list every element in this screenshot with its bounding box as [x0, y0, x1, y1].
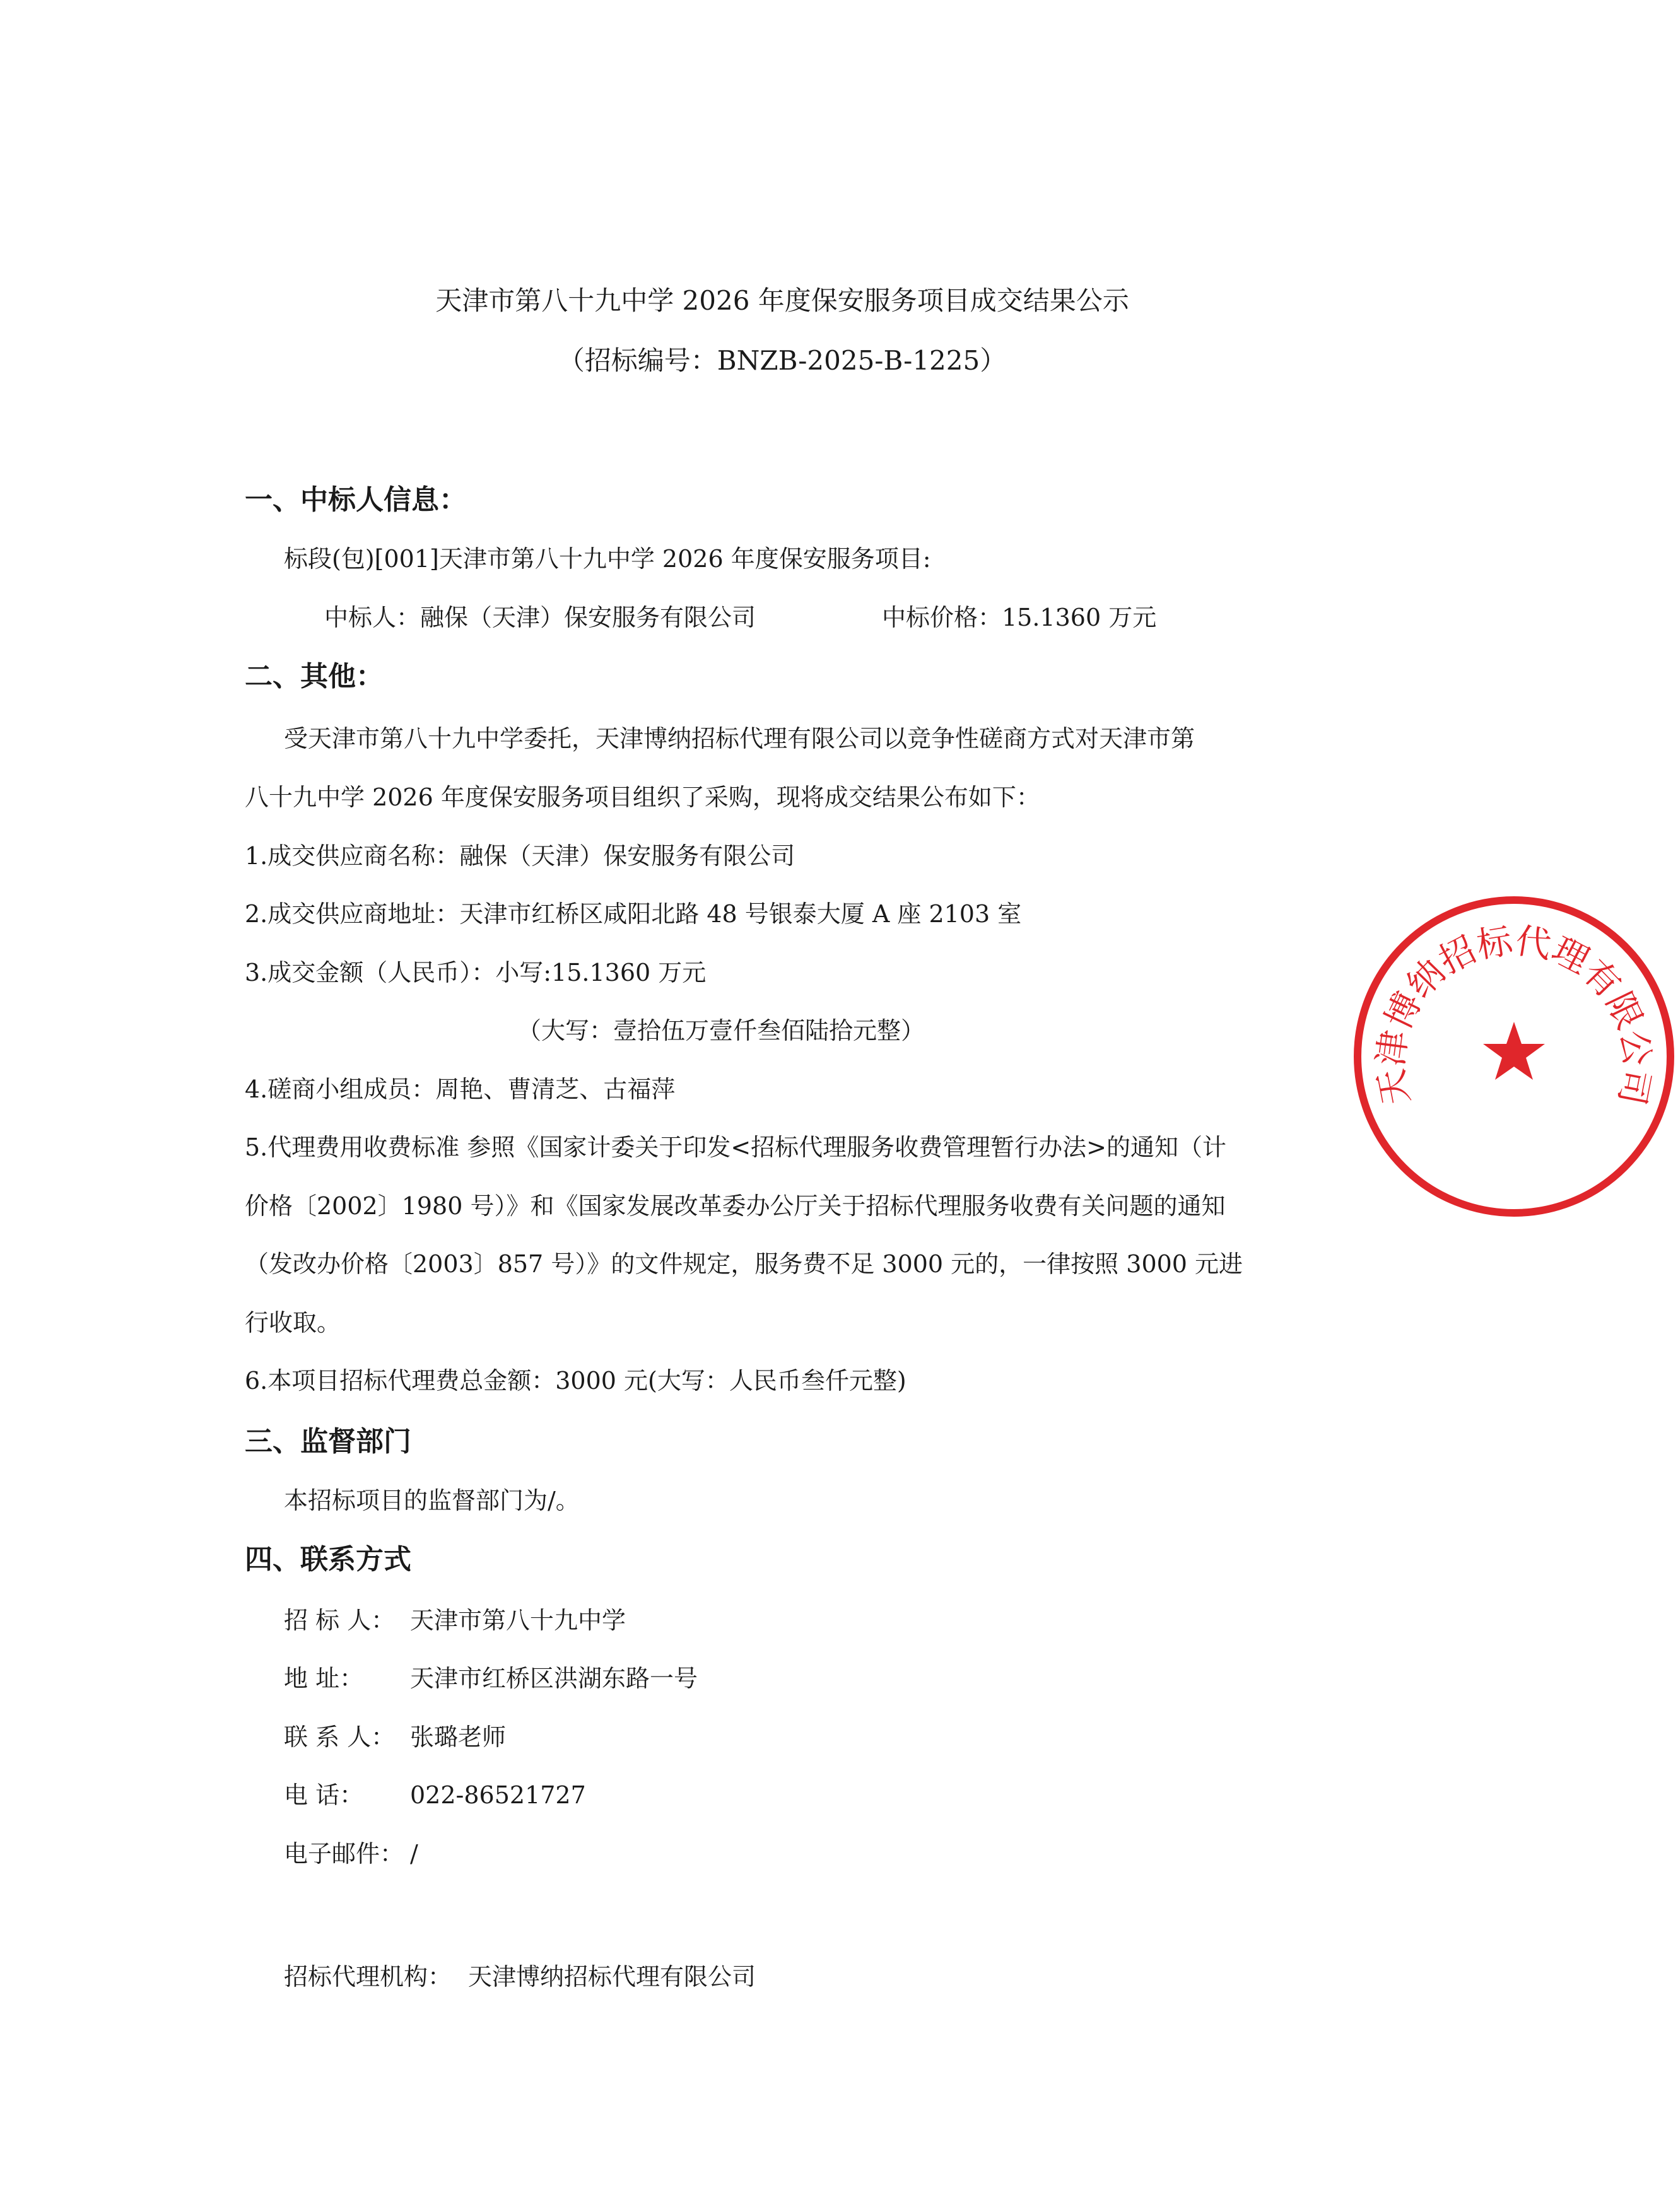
lot-description: 标段(包)[001]天津市第八十九中学 2026 年度保安服务项目: [284, 545, 931, 573]
seal-text: 天津博纳招标代理有限公司 [1370, 920, 1658, 1109]
section-heading-supervision: 三、监督部门 [245, 1425, 411, 1458]
intro-paragraph-line1: 受天津市第八十九中学委托，天津博纳招标代理有限公司以竞争性磋商方式对天津市第 [284, 725, 1195, 752]
list-item-panel-members: 4.磋商小组成员：周艳、曹清芝、古福萍 [245, 1075, 676, 1103]
list-item-amount: 3.成交金额（人民币）：小写:15.1360 万元 [245, 959, 707, 986]
winner-name: 中标人：融保（天津）保安服务有限公司 [324, 604, 756, 631]
supervision-text: 本招标项目的监督部门为/。 [284, 1487, 580, 1514]
contact-address-label: 地 址： [284, 1665, 364, 1692]
intro-paragraph-line2: 八十九中学 2026 年度保安服务项目组织了采购，现将成交结果公布如下： [245, 783, 1040, 811]
list-item-total-fee: 6.本项目招标代理费总金额：3000 元(大写：人民币叁仟元整) [245, 1367, 906, 1395]
winning-price: 中标价格：15.1360 万元 [882, 604, 1157, 631]
list-item-fee-standard-line2: 价格〔2002〕1980 号）》和《国家发展改革委办公厅关于招标代理服务收费有关问题的通知 [245, 1192, 1226, 1220]
agency-name: 天津博纳招标代理有限公司 [468, 1963, 756, 1991]
company-seal [1350, 892, 1678, 1220]
contact-bidder: 天津市第八十九中学 [410, 1606, 626, 1634]
section-heading-contact: 四、联系方式 [245, 1543, 411, 1576]
list-item-supplier-address: 2.成交供应商地址：天津市红桥区咸阳北路 48 号银泰大厦 A 座 2103 室 [245, 900, 1022, 928]
list-item-fee-standard-line4: 行收取。 [245, 1309, 341, 1337]
contact-person-label: 联 系 人： [284, 1723, 396, 1751]
agency-label: 招标代理机构： [284, 1963, 452, 1991]
star-icon [1483, 1022, 1545, 1080]
contact-address: 天津市红桥区洪湖东路一号 [410, 1665, 698, 1692]
contact-phone: 022-86521727 [410, 1781, 586, 1809]
list-item-fee-standard-line3: （发改办价格〔2003〕857 号）》的文件规定，服务费不足 3000 元的，一律按照 3000 元进 [245, 1250, 1243, 1278]
list-item-fee-standard-line1: 5.代理费用收费标准 参照《国家计委关于印发<招标代理服务收费管理暂行办法>的通知（计 [245, 1133, 1227, 1161]
contact-phone-label: 电 话： [284, 1781, 364, 1809]
contact-person: 张璐老师 [410, 1723, 507, 1751]
list-item-supplier-name: 1.成交供应商名称：融保（天津）保安服务有限公司 [245, 842, 795, 870]
list-item-amount-upper: （大写：壹拾伍万壹仟叁佰陆拾元整） [517, 1017, 925, 1045]
tender-number: （招标编号：BNZB-2025-B-1225） [558, 345, 1007, 376]
contact-email: / [410, 1840, 418, 1868]
contact-email-label: 电子邮件： [284, 1840, 404, 1868]
document-title: 天津市第八十九中学 2026 年度保安服务项目成交结果公示 [435, 285, 1129, 316]
section-heading-other: 二、其他： [245, 660, 384, 693]
section-heading-winner: 一、中标人信息： [245, 484, 467, 516]
contact-bidder-label: 招 标 人： [284, 1606, 396, 1634]
